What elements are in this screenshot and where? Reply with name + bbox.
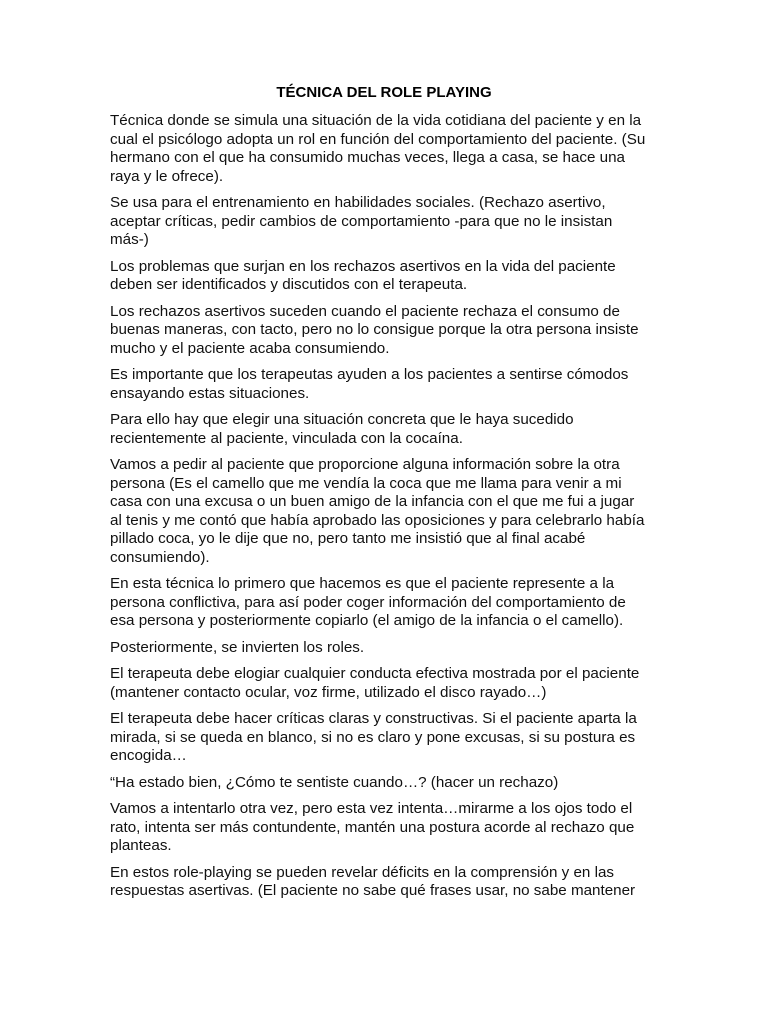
paragraph: Es importante que los terapeutas ayuden a los pacientes a sentirse cómodos ensayando estas situaciones. [110,366,629,402]
page-title: TÉCNICA DEL ROLE PLAYING [276,84,492,101]
paragraph: El terapeuta debe elogiar cualquier conducta efectiva mostrada por el paciente (mantener contacto ocular, voz firme, utilizado el disco rayado…) [110,665,640,701]
paragraph: Los rechazos asertivos suceden cuando el paciente rechaza el consumo de buenas maneras, con tacto, pero no lo consigue porque la otra persona insiste mucho y el paciente acaba consumiendo. [110,302,639,357]
paragraph: Vamos a intentarlo otra vez, pero esta vez intenta…mirarme a los ojos todo el rato, intenta ser más contundente, mantén una postura acorde al rechazo que planteas. [110,800,635,854]
paragraph: Se usa para el entrenamiento en habilidades sociales. (Rechazo asertivo, aceptar críticas, pedir cambios de comportamiento -para que no le insistan más-) [110,194,613,248]
paragraph: Técnica donde se simula una situación de la vida cotidiana del paciente y en la cual el psicólogo adopta un rol en función del comportamiento del paciente. (Su hermano con el que ha consumido muchas veces, llega a casa, se hace una raya y le ofrece). [110,112,646,185]
paragraph: El terapeuta debe hacer críticas claras y constructivas. Si el paciente aparta la mirada, si se queda en blanco, si no es claro y pone excusas, si su postura es encogida… [110,710,637,764]
paragraph: “Ha estado bien, ¿Cómo te sentiste cuando…? (hacer un rechazo) [110,773,559,791]
document-body [110,112,650,909]
paragraph: En estos role-playing se pueden revelar déficits en la comprensión y en las respuestas asertivas. (El paciente no sabe qué frases usar, no sabe mantener [110,863,636,899]
paragraph: Vamos a pedir al paciente que proporcione alguna información sobre la otra persona (Es el camello que me vendía la coca que me llama para venir a mi casa con una excusa o un buen amigo de la infancia con el que me fui a jugar al tenis y me contó que había aprobado las oposiciones y para celebrarlo había pillado coca, yo le dije que no, pero tanto me insistió que al final acabé consumiendo). [110,456,645,566]
paragraph: Posteriormente, se invierten los roles. [110,638,365,656]
paragraph: Los problemas que surjan en los rechazos asertivos en la vida del paciente deben ser identificados y discutidos con el terapeuta. [110,257,616,293]
paragraph: En esta técnica lo primero que hacemos es que el paciente represente a la persona conflictiva, para así poder coger información del comportamiento de esa persona y posteriormente copiarlo (el amigo de la infancia o el camello). [110,575,626,629]
paragraph: Para ello hay que elegir una situación concreta que le haya sucedido recientemente al paciente, vinculada con la cocaína. [110,411,574,447]
